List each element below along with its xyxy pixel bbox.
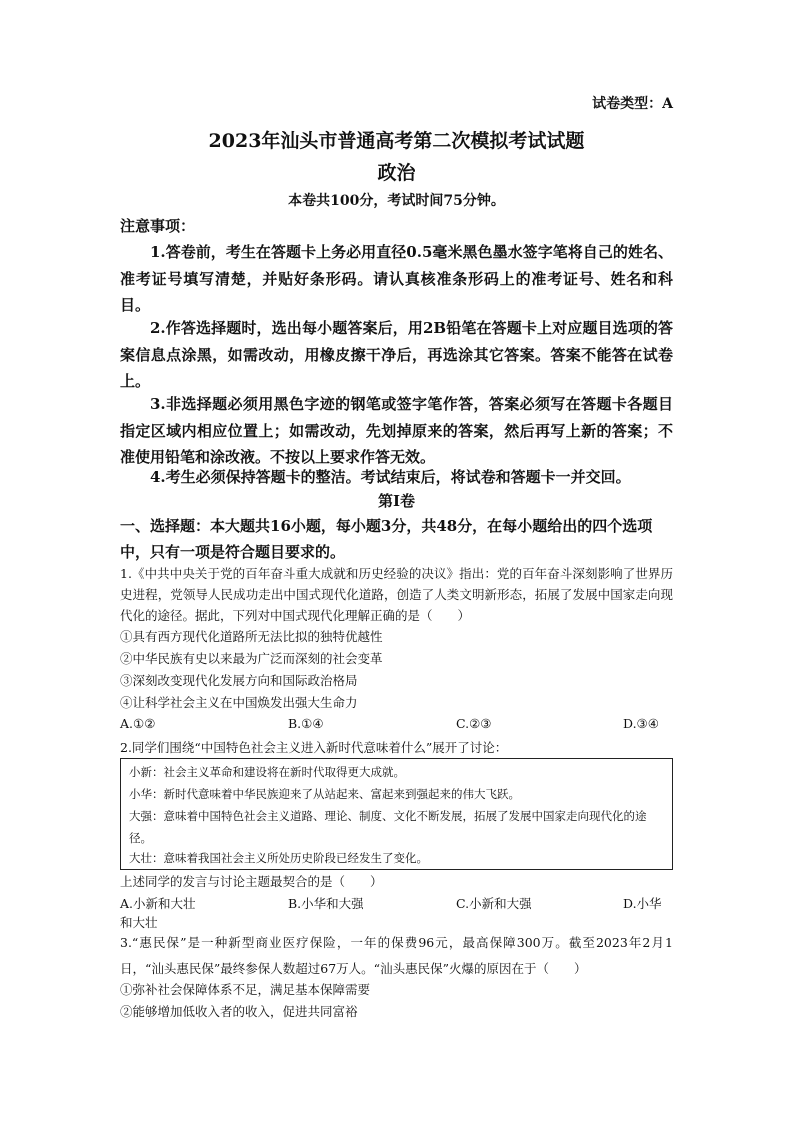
question-1-stem: 1.《中共中央关于党的百年奋斗重大成就和历史经验的决议》指出：党的百年奋斗深刻影响了世界历史进程，党领导人民成功走出中国式现代化道路，创造了人类文明新形态，拓展了发展中国家走向现代化的途径。据此，下列对中国式现代化理解正确的是（ ） (120, 566, 673, 623)
dialogue-line: 小华：新时代意味着中华民族迎来了从站起来、富起来到强起来的伟大飞跃。 (129, 787, 520, 801)
dialogue-line: 大强：意味着中国特色社会主义道路、理论、制度、文化不断发展，拓展了发展中国家走向现代化的途径。 (129, 809, 647, 845)
question-2-stem: 2.同学们围绕“中国特色社会主义进入新时代意味着什么”展开了讨论： (120, 740, 508, 755)
choice-a: A.①② (120, 716, 156, 731)
question-2-question: 上述同学的发言与讨论主题最契合的是（ ） (120, 874, 383, 889)
section-heading: 一、选择题：本大题共16小题，每小题3分，共48分，在每小题给出的四个选项中，只有一项是符合题目要求的。 (120, 517, 653, 561)
choice-c: C.小新和大强 (456, 896, 532, 911)
choice-d: D.小华 (623, 896, 662, 911)
question-1-option: ③深刻改变现代化发展方向和国际政治格局 (120, 673, 358, 688)
choice-d: D.③④ (623, 716, 659, 731)
question-1-option: ②中华民族有史以来最为广泛而深刻的社会变革 (120, 651, 383, 666)
dialogue-line: 小新：社会主义革命和建设将在新时代取得更大成就。 (129, 765, 405, 779)
dialogue-line: 大壮：意味着我国社会主义所处历史阶段已经发生了变化。 (129, 851, 428, 865)
discussion-box (120, 758, 673, 870)
choice-b: B.小华和大强 (288, 896, 364, 911)
question-1-option: ④让科学社会主义在中国焕发出强大生命力 (120, 695, 358, 710)
choice-d-continued: 和大壮 (120, 915, 158, 930)
note-item-4: 4.考生必须保持答题卡的整洁。考试结束后，将试卷和答题卡一并交回。 (150, 468, 631, 486)
note-item-1: 1.答卷前，考生在答题卡上务必用直径0.5毫米黑色墨水签字笔将自己的姓名、准考证号填写清楚，并贴好条形码。请认真核准条形码上的准考证号、姓名和科目。 (120, 243, 673, 314)
choice-b: B.①④ (288, 716, 324, 731)
choice-c: C.②③ (456, 716, 492, 731)
subject-title: 政治 (377, 162, 416, 184)
question-3-option: ②能够增加低收入者的收入，促进共同富裕 (120, 1004, 358, 1019)
exam-info: 本卷共100分，考试时间75分钟。 (288, 193, 505, 209)
note-item-2: 2.作答选择题时，选出每小题答案后，用2B铅笔在答题卡上对应题目选项的答案信息点涂黑，如需改动，用橡皮擦干净后，再选涂其它答案。答案不能答在试卷上。 (120, 319, 673, 390)
notes-heading: 注意事项： (120, 217, 196, 235)
question-1-option: ①具有西方现代化道路所无法比拟的独特优越性 (120, 629, 383, 644)
paper-type-label: 试卷类型：A (592, 96, 673, 112)
choice-a: A.小新和大壮 (120, 896, 196, 911)
question-3-option: ①弥补社会保障体系不足，满足基本保障需要 (120, 982, 371, 997)
question-3-stem: 3.“惠民保”是一种新型商业医疗保险，一年的保费96元，最高保障300万。截至2023年2月1日，“汕头惠民保”最终参保人数超过67万人。“汕头惠民保”火爆的原因在于（ ） (120, 935, 673, 976)
volume-heading: 第Ⅰ卷 (377, 492, 416, 510)
exam-title: 2023年汕头市普通高考第二次模拟考试试题 (208, 130, 585, 152)
note-item-3: 3.非选择题必须用黑色字迹的钢笔或签字笔作答，答案必须写在答题卡各题目指定区域内相应位置上；如需改动，先划掉原来的答案，然后再写上新的答案；不准使用铅笔和涂改液。不按以上要求作答无效。 (120, 395, 673, 466)
